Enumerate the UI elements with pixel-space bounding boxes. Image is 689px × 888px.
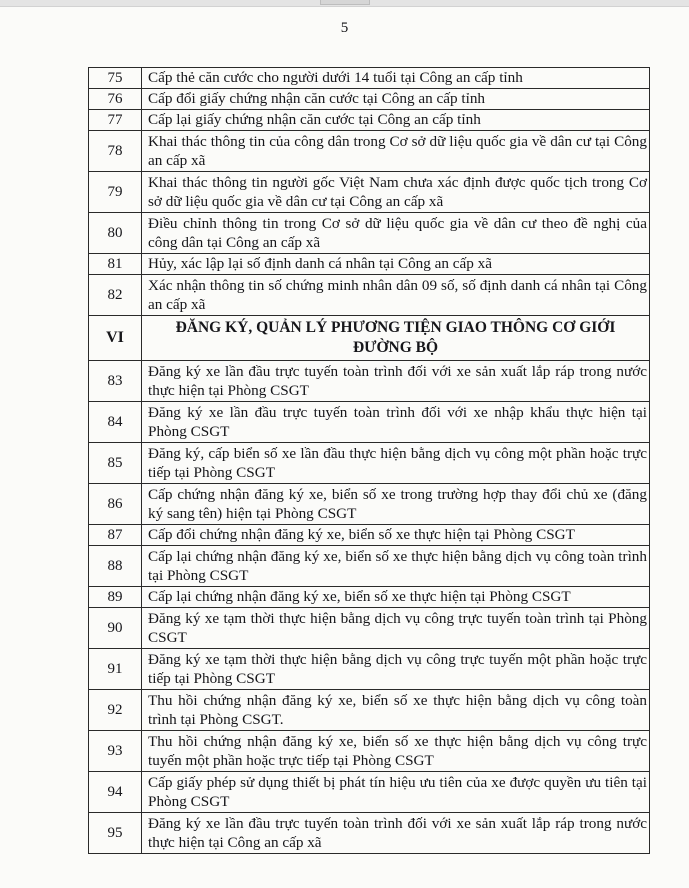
row-text: Cấp chứng nhận đăng ký xe, biển số xe trong trường hợp thay đổi chủ xe (đăng ký sang tên) hiện tại Phòng CSGT [142,484,650,525]
row-text: Đăng ký xe tạm thời thực hiện bằng dịch vụ công trực tuyến toàn trình tại Phòng CSGT [142,608,650,649]
section-title: ĐĂNG KÝ, QUẢN LÝ PHƯƠNG TIỆN GIAO THÔNG CƠ GIỚI ĐƯỜNG BỘ [142,316,650,361]
table-row [89,772,650,813]
row-number: 79 [89,172,142,213]
row-text: Cấp đổi giấy chứng nhận căn cước tại Công an cấp tỉnh [142,89,650,110]
section-header-row [89,316,650,361]
row-number: 88 [89,546,142,587]
table-row [89,172,650,213]
row-text: Đăng ký, cấp biển số xe lần đầu thực hiện bằng dịch vụ công một phần hoặc trực tiếp tại Phòng CSGT [142,443,650,484]
row-number: 80 [89,213,142,254]
table-row [89,254,650,275]
row-number: 95 [89,813,142,854]
row-text: Cấp giấy phép sử dụng thiết bị phát tín hiệu ưu tiên của xe được quyền ưu tiên tại Phòng CSGT [142,772,650,813]
row-text: Cấp lại giấy chứng nhận căn cước tại Công an cấp tỉnh [142,110,650,131]
row-number: 78 [89,131,142,172]
section-number: VI [89,316,142,361]
row-number: 86 [89,484,142,525]
table-row [89,813,650,854]
row-text: Cấp thẻ căn cước cho người dưới 14 tuổi tại Công an cấp tỉnh [142,68,650,89]
row-text: Khai thác thông tin người gốc Việt Nam chưa xác định được quốc tịch trong Cơ sở dữ liệu quốc gia về dân cư tại Công an cấp xã [142,172,650,213]
table-row [89,213,650,254]
row-text: Xác nhận thông tin số chứng minh nhân dân 09 số, số định danh cá nhân tại Công an cấp xã [142,275,650,316]
row-number: 81 [89,254,142,275]
row-number: 77 [89,110,142,131]
row-number: 82 [89,275,142,316]
row-text: Khai thác thông tin của công dân trong Cơ sở dữ liệu quốc gia về dân cư tại Công an cấp xã [142,131,650,172]
row-number: 94 [89,772,142,813]
row-number: 75 [89,68,142,89]
row-number: 83 [89,361,142,402]
row-number: 85 [89,443,142,484]
procedure-table [88,67,650,854]
row-text: Thu hồi chứng nhận đăng ký xe, biển số xe thực hiện bằng dịch vụ công trực tuyến một phần hoặc trực tiếp tại Phòng CSGT [142,731,650,772]
row-text: Hủy, xác lập lại số định danh cá nhân tại Công an cấp xã [142,254,650,275]
row-text: Đăng ký xe tạm thời thực hiện bằng dịch vụ công trực tuyến một phần hoặc trực tiếp tại Phòng CSGT [142,649,650,690]
row-number: 76 [89,89,142,110]
row-text: Đăng ký xe lần đầu trực tuyến toàn trình đối với xe sản xuất lắp ráp trong nước thực hiện tại Công an cấp xã [142,813,650,854]
table-row [89,110,650,131]
table-row [89,690,650,731]
row-number: 87 [89,525,142,546]
table-row [89,608,650,649]
table-row [89,275,650,316]
row-number: 93 [89,731,142,772]
row-text: Cấp lại chứng nhận đăng ký xe, biển số xe thực hiện bằng dịch vụ công toàn trình tại Phòng CSGT [142,546,650,587]
row-text: Cấp đổi chứng nhận đăng ký xe, biển số xe thực hiện tại Phòng CSGT [142,525,650,546]
table-row [89,443,650,484]
table-row [89,587,650,608]
row-number: 89 [89,587,142,608]
row-number: 84 [89,402,142,443]
table-row [89,731,650,772]
table-row [89,546,650,587]
table-row [89,484,650,525]
table-row [89,649,650,690]
table-row [89,402,650,443]
page-number: 5 [340,20,349,36]
window-top-tab[interactable] [320,0,370,5]
row-number: 91 [89,649,142,690]
row-text: Thu hồi chứng nhận đăng ký xe, biển số xe thực hiện bằng dịch vụ công toàn trình tại Phòng CSGT. [142,690,650,731]
row-text: Đăng ký xe lần đầu trực tuyến toàn trình đối với xe nhập khẩu thực hiện tại Phòng CSGT [142,402,650,443]
row-text: Đăng ký xe lần đầu trực tuyến toàn trình đối với xe sản xuất lắp ráp trong nước thực hiện tại Phòng CSGT [142,361,650,402]
row-number: 92 [89,690,142,731]
row-text: Điều chỉnh thông tin trong Cơ sở dữ liệu quốc gia về dân cư theo đề nghị của công dân tại Công an cấp xã [142,213,650,254]
table-row [89,89,650,110]
row-text: Cấp lại chứng nhận đăng ký xe, biển số xe thực hiện tại Phòng CSGT [142,587,650,608]
row-number: 90 [89,608,142,649]
table-row [89,68,650,89]
table-row [89,361,650,402]
table-row [89,525,650,546]
table-row [89,131,650,172]
